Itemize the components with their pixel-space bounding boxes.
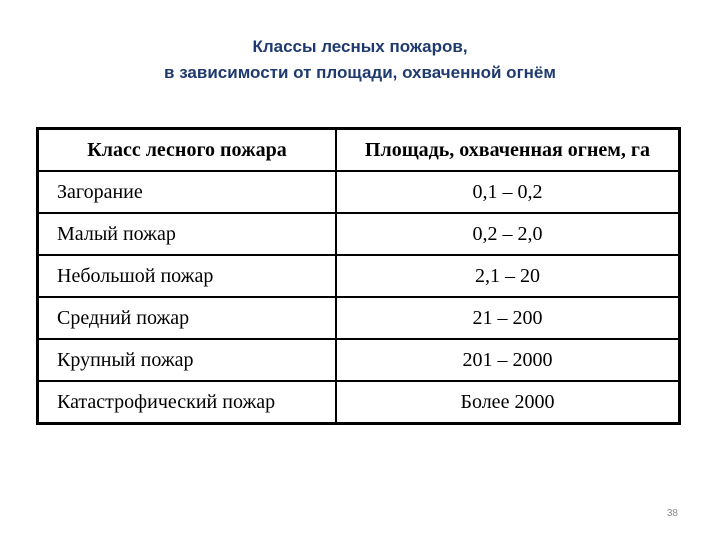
table-row — [38, 297, 680, 339]
cell-fire-class: Средний пожар — [38, 297, 336, 339]
cell-area: 201 – 2000 — [336, 339, 680, 381]
cell-area: 21 – 200 — [336, 297, 680, 339]
cell-area: 0,2 – 2,0 — [336, 213, 680, 255]
cell-area: 2,1 – 20 — [336, 255, 680, 297]
fire-classes-table — [36, 127, 681, 425]
cell-area: 0,1 – 0,2 — [336, 171, 680, 213]
cell-fire-class: Загорание — [38, 171, 336, 213]
table-row — [38, 213, 680, 255]
table-row — [38, 171, 680, 213]
slide-title-line-2: в зависимости от площади, охваченной огнём — [164, 63, 556, 82]
table-row — [38, 339, 680, 381]
cell-fire-class: Малый пожар — [38, 213, 336, 255]
cell-fire-class: Катастрофический пожар — [38, 381, 336, 424]
header-fire-class: Класс лесного пожара — [38, 129, 336, 172]
cell-area: Более 2000 — [336, 381, 680, 424]
header-area: Площадь, охваченная огнем, га — [336, 129, 680, 172]
slide-title-line-1: Классы лесных пожаров, — [252, 37, 468, 56]
table-row — [38, 381, 680, 424]
cell-fire-class: Небольшой пожар — [38, 255, 336, 297]
table-row — [38, 255, 680, 297]
page-number: 38 — [666, 508, 678, 519]
cell-fire-class: Крупный пожар — [38, 339, 336, 381]
slide-title — [0, 34, 720, 86]
table-header-row — [38, 129, 680, 172]
